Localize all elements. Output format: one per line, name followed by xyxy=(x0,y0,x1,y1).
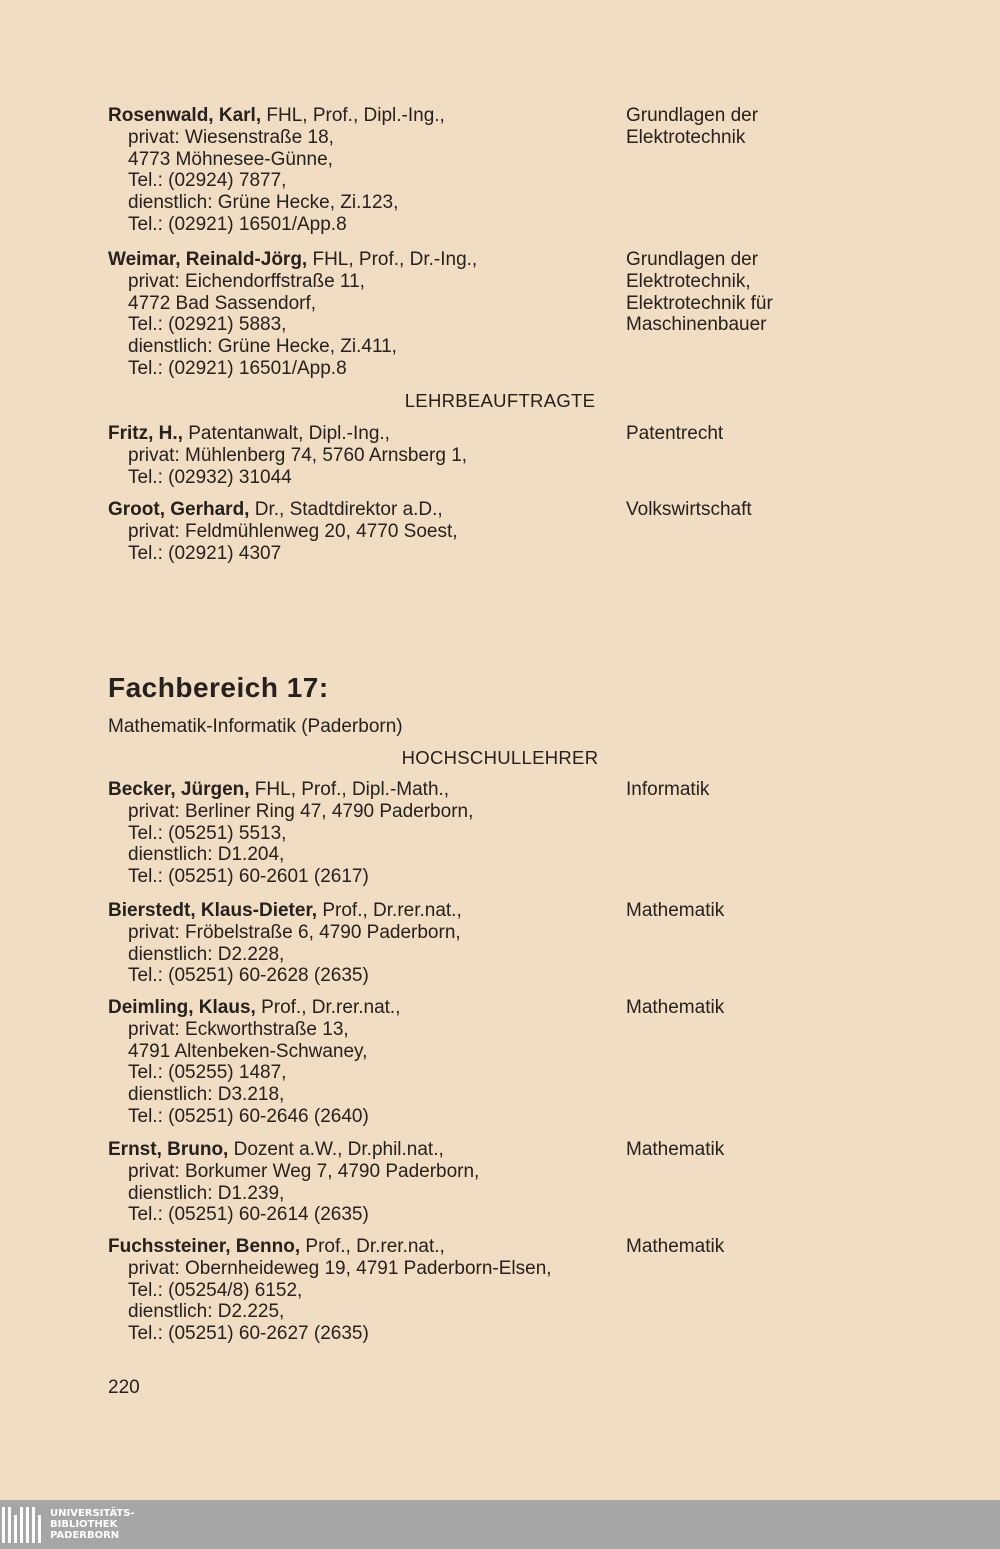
entry-header xyxy=(108,105,618,127)
page-number: 220 xyxy=(108,1377,140,1398)
entry-title: Dozent a.W., Dr.phil.nat., xyxy=(228,1139,444,1160)
entry-bierstedt xyxy=(108,900,988,987)
subject-line: Patentrecht xyxy=(626,423,724,444)
entry-line: privat: Eckworthstraße 13, xyxy=(128,1018,349,1040)
section-heading-lehrbeauftragte: LEHRBEAUFTRAGTE xyxy=(404,390,596,411)
entry-line: dienstlich: Grüne Hecke, Zi.123, xyxy=(128,192,399,214)
entry-line: privat: Borkumer Weg 7, 4790 Paderborn, xyxy=(128,1160,480,1182)
entry-name: Becker, Jürgen, xyxy=(108,779,250,800)
entry-header xyxy=(108,997,618,1019)
entry-subject xyxy=(626,423,723,445)
subject-line: Mathematik xyxy=(626,997,725,1018)
subject-line: Grundlagen der xyxy=(626,249,759,270)
entry-header xyxy=(108,249,618,271)
entry-line: 4772 Bad Sassendorf, xyxy=(128,292,317,314)
entry-line: privat: Berliner Ring 47, 4790 Paderborn, xyxy=(128,800,474,822)
subject-line: Volkswirtschaft xyxy=(626,499,752,520)
library-name-line: BIBLIOTHEK xyxy=(50,1519,118,1530)
library-footer-bar xyxy=(0,1500,1000,1549)
entry-title: FHL, Prof., Dr.-Ing., xyxy=(307,249,478,270)
entry-name: Fuchssteiner, Benno, xyxy=(108,1236,301,1257)
subject-line: Informatik xyxy=(626,779,710,800)
subject-line: Mathematik xyxy=(626,1139,725,1160)
entry-line: privat: Wiesenstraße 18, xyxy=(128,126,334,148)
entry-title: Patentanwalt, Dipl.-Ing., xyxy=(182,423,390,444)
entry-line: Tel.: (02932) 31044 xyxy=(128,466,292,488)
entry-title: FHL, Prof., Dipl.-Ing., xyxy=(261,105,445,126)
fachbereich-subtitle: Mathematik-Informatik (Paderborn) xyxy=(108,716,403,737)
entry-line: Tel.: (05251) 60-2601 (2617) xyxy=(128,866,369,888)
entry-title: FHL, Prof., Dipl.-Math., xyxy=(249,779,450,800)
entry-line: Tel.: (05255) 1487, xyxy=(128,1062,287,1084)
entry-line: Tel.: (05251) 60-2646 (2640) xyxy=(128,1105,369,1127)
entry-fritz xyxy=(108,423,988,488)
entry-line: Tel.: (02921) 16501/App.8 xyxy=(128,213,347,235)
entry-becker xyxy=(108,779,988,888)
entry-name: Weimar, Reinald-Jörg, xyxy=(108,249,308,270)
entry-line: Tel.: (05251) 60-2627 (2635) xyxy=(128,1323,369,1345)
fachbereich-title: Fachbereich 17: xyxy=(108,672,329,703)
entry-subject xyxy=(626,249,773,336)
entry-line: dienstlich: D2.225, xyxy=(128,1301,285,1323)
entry-name: Bierstedt, Klaus-Dieter, xyxy=(108,900,318,921)
entry-line: privat: Feldmühlenweg 20, 4770 Soest, xyxy=(128,520,458,542)
entry-subject xyxy=(626,997,724,1019)
entry-line: 4791 Altenbeken-Schwaney, xyxy=(128,1040,368,1062)
entry-subject xyxy=(626,105,758,149)
entry-header xyxy=(108,1236,618,1258)
entry-subject xyxy=(626,779,709,801)
entry-line: Tel.: (02921) 4307 xyxy=(128,542,282,564)
entry-line: dienstlich: D3.218, xyxy=(128,1084,285,1106)
entry-name: Rosenwald, Karl, xyxy=(108,105,262,126)
entry-subject xyxy=(626,499,752,521)
entry-subject xyxy=(626,900,724,922)
entry-line: dienstlich: D1.239, xyxy=(128,1182,285,1204)
entry-ernst xyxy=(108,1139,988,1226)
section-heading-hochschullehrer: HOCHSCHULLEHRER xyxy=(401,747,599,768)
entry-line: privat: Eichendorffstraße 11, xyxy=(128,270,365,292)
entry-line: Tel.: (02921) 16501/App.8 xyxy=(128,357,347,379)
library-name-line: PADERBORN xyxy=(50,1530,120,1541)
entry-rosenwald xyxy=(108,105,988,236)
entry-weimar xyxy=(108,249,988,380)
entry-name: Fritz, H., xyxy=(108,423,183,444)
entry-line: Tel.: (05254/8) 6152, xyxy=(128,1279,303,1301)
entry-line: Tel.: (02921) 5883, xyxy=(128,314,287,336)
entry-name: Groot, Gerhard, xyxy=(108,499,250,520)
entry-line: Tel.: (05251) 60-2614 (2635) xyxy=(128,1204,369,1226)
entry-line: 4773 Möhnesee-Günne, xyxy=(128,148,333,170)
subject-line: Elektrotechnik, xyxy=(626,270,751,292)
subject-line: Mathematik xyxy=(626,900,725,921)
entry-header xyxy=(108,779,618,801)
entry-subject xyxy=(626,1139,724,1161)
library-name xyxy=(50,1508,135,1541)
entry-line: privat: Fröbelstraße 6, 4790 Paderborn, xyxy=(128,921,461,943)
entry-title: Dr., Stadtdirektor a.D., xyxy=(249,499,443,520)
entry-groot xyxy=(108,499,988,564)
entry-name: Ernst, Bruno, xyxy=(108,1139,229,1160)
entry-line: privat: Obernheideweg 19, 4791 Paderborn-Elsen, xyxy=(128,1257,552,1279)
entry-line: dienstlich: Grüne Hecke, Zi.411, xyxy=(128,336,397,358)
entry-name: Deimling, Klaus, xyxy=(108,997,256,1018)
entry-line: dienstlich: D2.228, xyxy=(128,943,285,965)
entry-header xyxy=(108,423,618,445)
entry-line: privat: Mühlenberg 74, 5760 Arnsberg 1, xyxy=(128,444,468,466)
entry-title: Prof., Dr.rer.nat., xyxy=(317,900,462,921)
entry-header xyxy=(108,499,618,521)
library-name-line: UNIVERSITÄTS- xyxy=(50,1508,135,1519)
entry-line: Tel.: (02924) 7877, xyxy=(128,170,287,192)
subject-line: Elektrotechnik xyxy=(626,126,746,148)
entry-deimling xyxy=(108,997,988,1128)
entry-fuchssteiner xyxy=(108,1236,988,1345)
entry-title: Prof., Dr.rer.nat., xyxy=(300,1236,445,1257)
subject-line: Grundlagen der xyxy=(626,105,759,126)
entry-line: Tel.: (05251) 60-2628 (2635) xyxy=(128,965,369,987)
entry-line: dienstlich: D1.204, xyxy=(128,844,285,866)
subject-line: Maschinenbauer xyxy=(626,314,767,336)
library-logo-icon xyxy=(2,1507,44,1543)
entry-header xyxy=(108,1139,618,1161)
entry-title: Prof., Dr.rer.nat., xyxy=(255,997,401,1018)
entry-header xyxy=(108,900,618,922)
entry-subject xyxy=(626,1236,724,1258)
subject-line: Mathematik xyxy=(626,1236,725,1257)
subject-line: Elektrotechnik für xyxy=(626,292,773,314)
entry-line: Tel.: (05251) 5513, xyxy=(128,822,287,844)
